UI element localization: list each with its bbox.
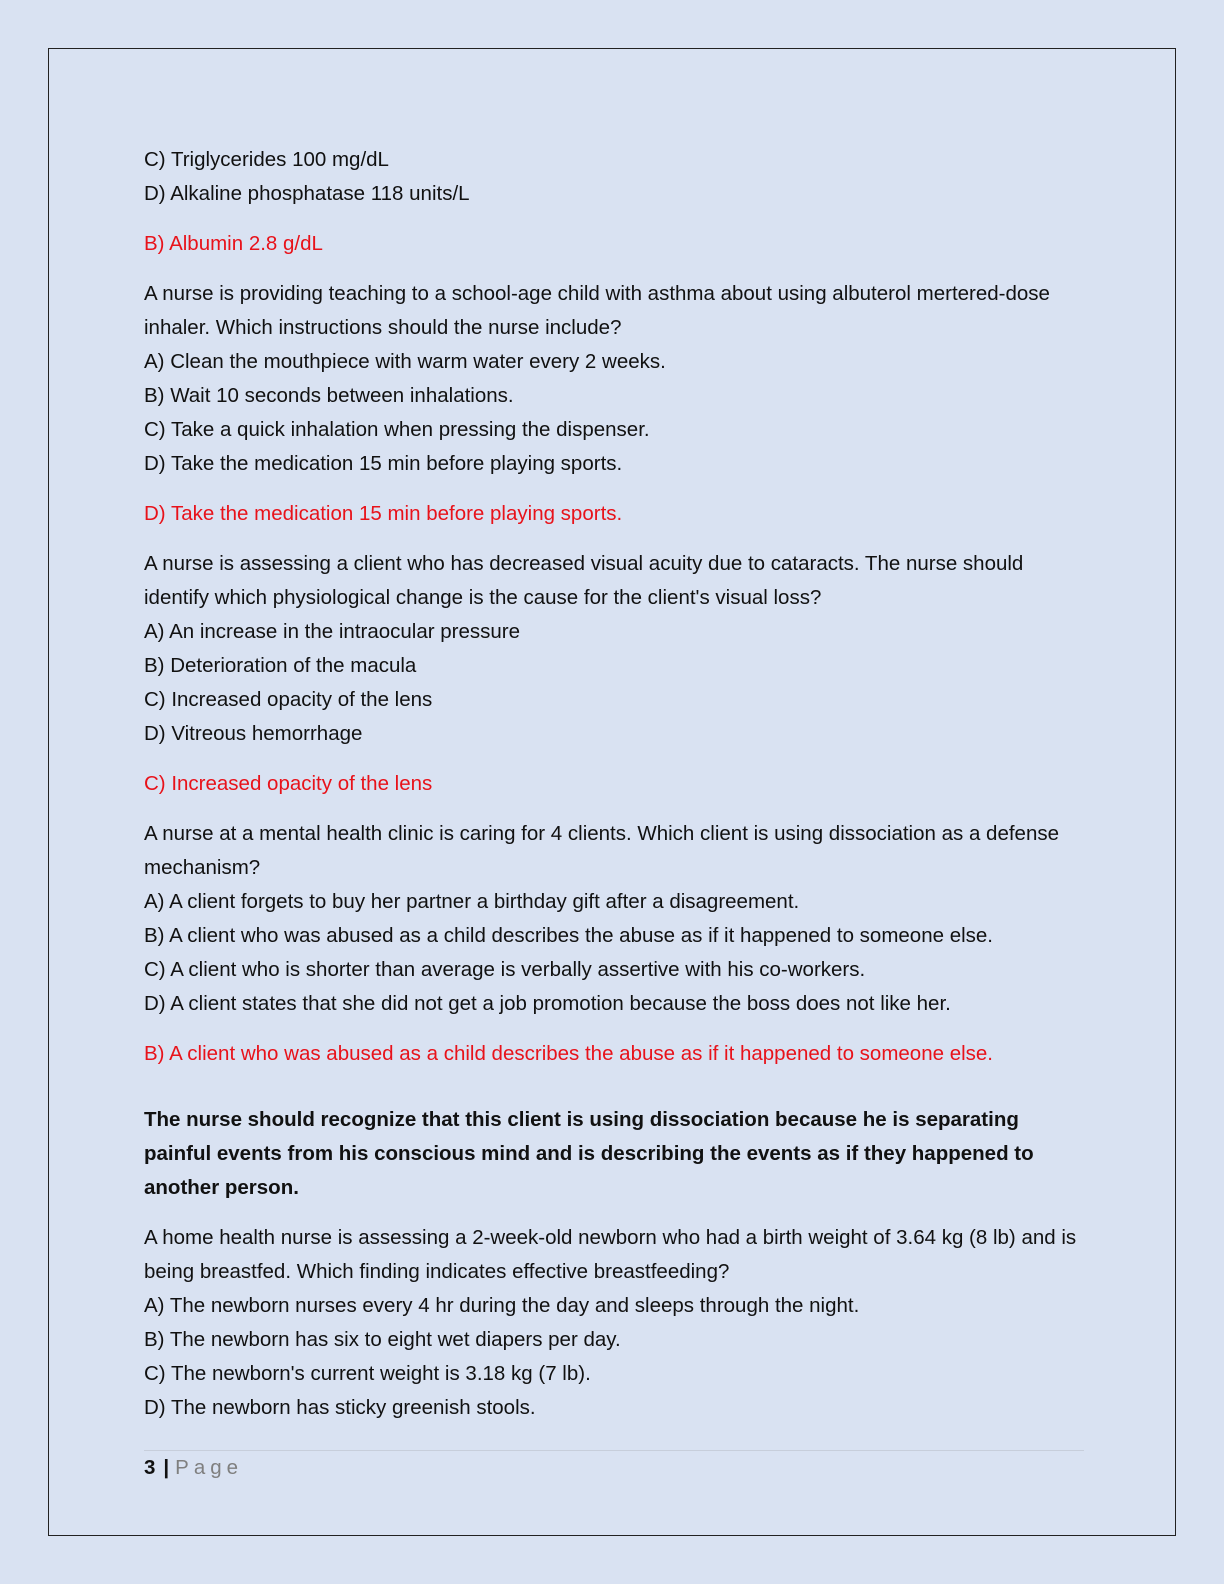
option-line: C) Increased opacity of the lens — [144, 688, 433, 711]
answer-line: D) Take the medication 15 min before playing sports. — [144, 502, 623, 525]
continuation-options — [144, 143, 1084, 211]
option-line: D) Take the medication 15 min before playing sports. — [144, 452, 623, 475]
option-line: D) Alkaline phosphatase 118 units/L — [144, 182, 470, 205]
answer-line: B) Albumin 2.8 g/dL — [144, 232, 323, 255]
footer-separator: | — [163, 1456, 170, 1479]
option-line: D) The newborn has sticky greenish stools. — [144, 1396, 536, 1419]
option-line: A) A client forgets to buy her partner a birthday gift after a disagreement. — [144, 890, 800, 913]
question-stem: A nurse is assessing a client who has decreased visual acuity due to cataracts. The nurse should identify which physiological change is the cause for the client's visual loss? — [144, 552, 1024, 609]
document-body — [144, 143, 1084, 1441]
question-block — [144, 817, 1084, 1021]
rationale-paragraph: The nurse should recognize that this client is using dissociation because he is separating painful events from his conscious mind and is describing the events as if they happened to another person. — [144, 1108, 1034, 1199]
option-line: B) The newborn has six to eight wet diapers per day. — [144, 1328, 621, 1351]
option-line: C) Take a quick inhalation when pressing the dispenser. — [144, 418, 650, 441]
question-stem: A home health nurse is assessing a 2-week-old newborn who had a birth weight of 3.64 kg (8 lb) and is being breastfed. Which finding indicates effective breastfeeding? — [144, 1226, 1077, 1283]
page-footer — [144, 1453, 243, 1483]
option-line: B) Wait 10 seconds between inhalations. — [144, 384, 514, 407]
option-line: A) The newborn nurses every 4 hr during the day and sleeps through the night. — [144, 1294, 860, 1317]
question-block — [144, 1221, 1084, 1425]
option-line: B) Deterioration of the macula — [144, 654, 417, 677]
paragraph-spacer — [144, 1087, 1084, 1103]
option-line: C) The newborn's current weight is 3.18 kg (7 lb). — [144, 1362, 591, 1385]
option-line: C) A client who is shorter than average is verbally assertive with his co-workers. — [144, 958, 866, 981]
question-block — [144, 277, 1084, 481]
question-stem: A nurse at a mental health clinic is caring for 4 clients. Which client is using dissociation as a defense mechanism? — [144, 822, 1059, 879]
footer-divider — [144, 1450, 1084, 1451]
option-line: D) Vitreous hemorrhage — [144, 722, 363, 745]
page-label: Page — [175, 1456, 244, 1479]
option-line: D) A client states that she did not get a job promotion because the boss does not like her. — [144, 992, 951, 1015]
option-line: A) An increase in the intraocular pressure — [144, 620, 521, 643]
answer-line: C) Increased opacity of the lens — [144, 772, 433, 795]
option-line: B) A client who was abused as a child describes the abuse as if it happened to someone else. — [144, 924, 993, 947]
question-stem: A nurse is providing teaching to a school-age child with asthma about using albuterol mertered-dose inhaler. Which instructions should the nurse include? — [144, 282, 1050, 339]
page-number: 3 — [144, 1456, 156, 1479]
question-block — [144, 547, 1084, 751]
option-line: C) Triglycerides 100 mg/dL — [144, 148, 389, 171]
answer-line: B) A client who was abused as a child describes the abuse as if it happened to someone else. — [144, 1042, 993, 1065]
option-line: A) Clean the mouthpiece with warm water every 2 weeks. — [144, 350, 666, 373]
